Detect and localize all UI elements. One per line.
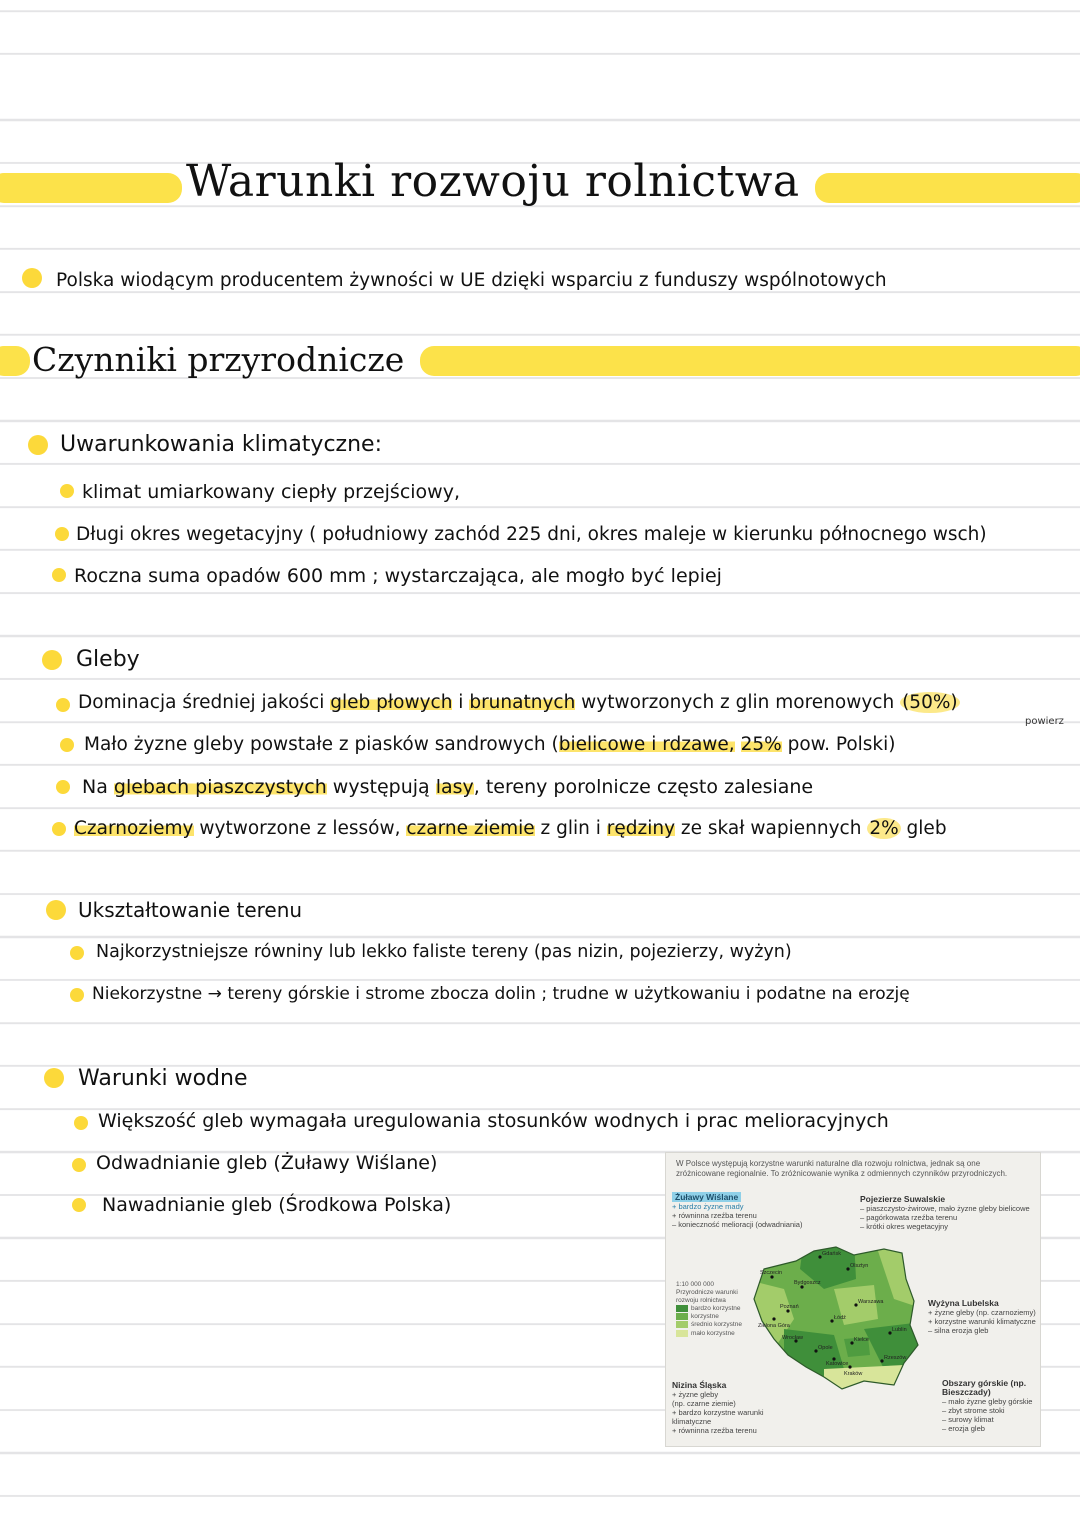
swatch: [676, 1313, 688, 1320]
highlighted-term: Czarnoziemy: [74, 818, 194, 839]
soils-text: Mało żyzne gleby powstałe z piasków sandrowych (: [84, 734, 559, 755]
soils-text: , tereny porolnicze często zalesiane: [473, 776, 814, 798]
map-figure: [665, 1152, 1041, 1447]
region-line: – krótki okres wegetacyjny: [860, 1222, 948, 1231]
section-highlight-right: [420, 346, 1080, 376]
bullet-icon: [60, 738, 74, 752]
bullet-icon: [70, 946, 84, 960]
terrain-heading: Ukształtowanie terenu: [78, 898, 303, 922]
highlighted-term: lasy: [435, 776, 474, 798]
swatch: [676, 1321, 688, 1328]
city-label: Rzeszów: [884, 1355, 907, 1361]
region-title: Pojezierze Suwalskie: [860, 1194, 946, 1204]
highlighted-term: bielicowe i rdzawe,: [558, 734, 735, 755]
city-label: Zielona Góra: [758, 1323, 790, 1329]
map-legend: [676, 1281, 742, 1338]
legend-item: [676, 1313, 742, 1321]
city-label: Katowice: [826, 1361, 849, 1367]
terrain-item: Niekorzystne → tereny górskie i strome zbocza dolin ; trudne w użytkowaniu i podatne na erozję: [92, 984, 910, 1004]
region-line: – konieczność melioracji (odwadniania): [672, 1220, 803, 1229]
soils-heading: Gleby: [76, 647, 140, 672]
region-title: Obszary górskie (np. Bieszczady): [942, 1378, 1027, 1397]
region-line: (np. czarne ziemie): [672, 1399, 736, 1408]
region-line: – pagórkowata rzeźba terenu: [860, 1213, 958, 1222]
bullet-icon: [74, 1116, 88, 1130]
highlighted-term: czarne ziemie: [406, 818, 535, 839]
legend-label: średnio korzystne: [691, 1321, 742, 1329]
soils-text: Dominacja średniej jakości: [78, 692, 331, 713]
region-line: + równinna rzeźba terenu: [672, 1211, 757, 1220]
title-highlight-right: [815, 173, 1080, 203]
section-heading: Czynniki przyrodnicze: [32, 340, 405, 379]
water-item: Odwadnianie gleb (Żuławy Wiślane): [96, 1152, 438, 1174]
city-label: Szczecin: [760, 1270, 783, 1276]
city-label: Kielce: [854, 1337, 869, 1343]
soils-item-2: [84, 734, 896, 755]
region-slaska: [672, 1381, 782, 1435]
city-label: Gdańsk: [822, 1251, 841, 1257]
soils-text: gleb: [900, 818, 947, 839]
bullet-icon: [52, 568, 66, 582]
climate-item: Roczna suma opadów 600 mm ; wystarczająca, ale mogło być lepiej: [74, 565, 722, 587]
highlighted-term: (50%): [902, 692, 958, 713]
water-item: Większość gleb wymagała uregulowania stosunków wodnych i prac melioracyjnych: [98, 1110, 889, 1132]
poland-map: [744, 1239, 924, 1399]
soils-text: i: [452, 692, 470, 713]
soils-text: wytworzonych z glin morenowych: [575, 692, 901, 713]
region-line: + bardzo korzystne warunki klimatyczne: [672, 1408, 764, 1426]
bullet-icon: [28, 435, 48, 455]
city-label: Opole: [818, 1345, 833, 1351]
highlighted-term: gleb płowych: [330, 692, 453, 713]
region-line: + żyzne gleby: [672, 1390, 719, 1399]
climate-heading: Uwarunkowania klimatyczne:: [60, 432, 382, 457]
city-label: Bydgoszcz: [794, 1280, 821, 1286]
bullet-icon: [56, 698, 70, 712]
region-line: + żyzne gleby (np. czarnoziemy): [928, 1308, 1036, 1317]
intro-text: Polska wiodącym producentem żywności w UE dzięki wsparciu z funduszy wspólnotowych: [56, 270, 887, 291]
city-label: Olsztyn: [850, 1263, 869, 1269]
water-heading: Warunki wodne: [78, 1066, 248, 1091]
city-label: Kraków: [844, 1371, 863, 1377]
soils-text: wytworzone z lessów,: [193, 818, 407, 839]
region-suwalskie: [860, 1195, 1036, 1231]
region-line: – silna erozja gleb: [928, 1326, 989, 1335]
region-line: – piaszczysto-żwirowe, mało żyzne gleby bielicowe: [860, 1204, 1030, 1213]
highlighted-term: brunatnych: [469, 692, 576, 713]
highlighted-term: rędziny: [606, 818, 676, 839]
soils-item-1: [78, 692, 960, 713]
climate-item: klimat umiarkowany ciepły przejściowy,: [82, 481, 460, 503]
figure-caption: W Polsce występują korzystne warunki naturalne dla rozwoju rolnictwa, jednak są one zróżnicowane regionalnie. To zróżnicowanie wynika z odmiennych czynników przyrodniczych.: [676, 1159, 1008, 1178]
region-title: Żuławy Wiślane: [672, 1192, 741, 1202]
soils-item-3: [82, 776, 813, 798]
region-line: – zbyt strome stoki: [942, 1406, 1005, 1415]
city-label: Łódź: [834, 1315, 846, 1321]
bullet-icon: [52, 822, 66, 836]
bullet-icon: [60, 484, 74, 498]
region-zulawy: [672, 1193, 832, 1229]
city-label: Lublin: [892, 1327, 907, 1333]
page-title: Warunki rozwoju rolnictwa: [186, 156, 800, 207]
legend-item: [676, 1305, 742, 1313]
soils-item-4: [74, 818, 947, 839]
legend-title: Przyrodnicze warunki rozwoju rolnictwa: [676, 1289, 738, 1304]
soils-text: z glin i: [534, 818, 607, 839]
bullet-icon: [22, 268, 42, 288]
soils-text: Na: [82, 776, 114, 798]
soils-text: ze skał wapiennych: [675, 818, 868, 839]
bullet-icon: [55, 527, 69, 541]
city-label: Poznań: [780, 1304, 799, 1310]
legend-label: korzystne: [691, 1313, 719, 1321]
bullet-icon: [46, 900, 66, 920]
soils-text: występują: [326, 776, 436, 798]
bullet-icon: [42, 650, 62, 670]
bullet-icon: [72, 1158, 86, 1172]
region-gorskie: [942, 1379, 1038, 1433]
terrain-item: Najkorzystniejsze równiny lub lekko faliste tereny (pas nizin, pojezierzy, wyżyn): [96, 942, 792, 962]
climate-item: Długi okres wegetacyjny ( południowy zachód 225 dni, okres maleje w kierunku północnego wsch): [76, 524, 987, 545]
section-highlight-left: [0, 346, 30, 376]
legend-scale: 1:10 000 000: [676, 1281, 714, 1288]
region-line: + bardzo żyzne mady: [672, 1202, 744, 1211]
city-label: Warszawa: [858, 1299, 884, 1305]
soils-text: [735, 734, 741, 755]
region-line: + korzystne warunki klimatyczne: [928, 1317, 1036, 1326]
bullet-icon: [70, 988, 84, 1002]
region-line: + równinna rzeźba terenu: [672, 1426, 757, 1435]
highlighted-term: glebach piaszczystych: [113, 776, 327, 798]
region-lubelska: [928, 1299, 1038, 1335]
margin-note: powierz: [1025, 716, 1064, 727]
legend-label: bardzo korzystne: [691, 1305, 741, 1313]
region-title: Nizina Śląska: [672, 1380, 727, 1390]
title-highlight-left: [0, 173, 182, 203]
bullet-icon: [44, 1068, 64, 1088]
swatch: [676, 1330, 688, 1337]
legend-item: [676, 1321, 742, 1329]
legend-item: [676, 1330, 742, 1338]
highlighted-term: 25%: [740, 734, 782, 755]
swatch: [676, 1305, 688, 1312]
region-title: Wyżyna Lubelska: [928, 1298, 999, 1308]
bullet-icon: [56, 780, 70, 794]
city-label: Wrocław: [782, 1335, 803, 1341]
region-line: – surowy klimat: [942, 1415, 994, 1424]
soils-text: pow. Polski): [781, 734, 896, 755]
bullet-icon: [72, 1198, 86, 1212]
legend-label: mało korzystne: [691, 1329, 735, 1337]
water-item: Nawadnianie gleb (Środkowa Polska): [102, 1194, 452, 1216]
region-line: – mało żyzne gleby górskie: [942, 1397, 1033, 1406]
highlighted-term: 2%: [869, 818, 899, 839]
region-line: – erozja gleb: [942, 1424, 985, 1433]
